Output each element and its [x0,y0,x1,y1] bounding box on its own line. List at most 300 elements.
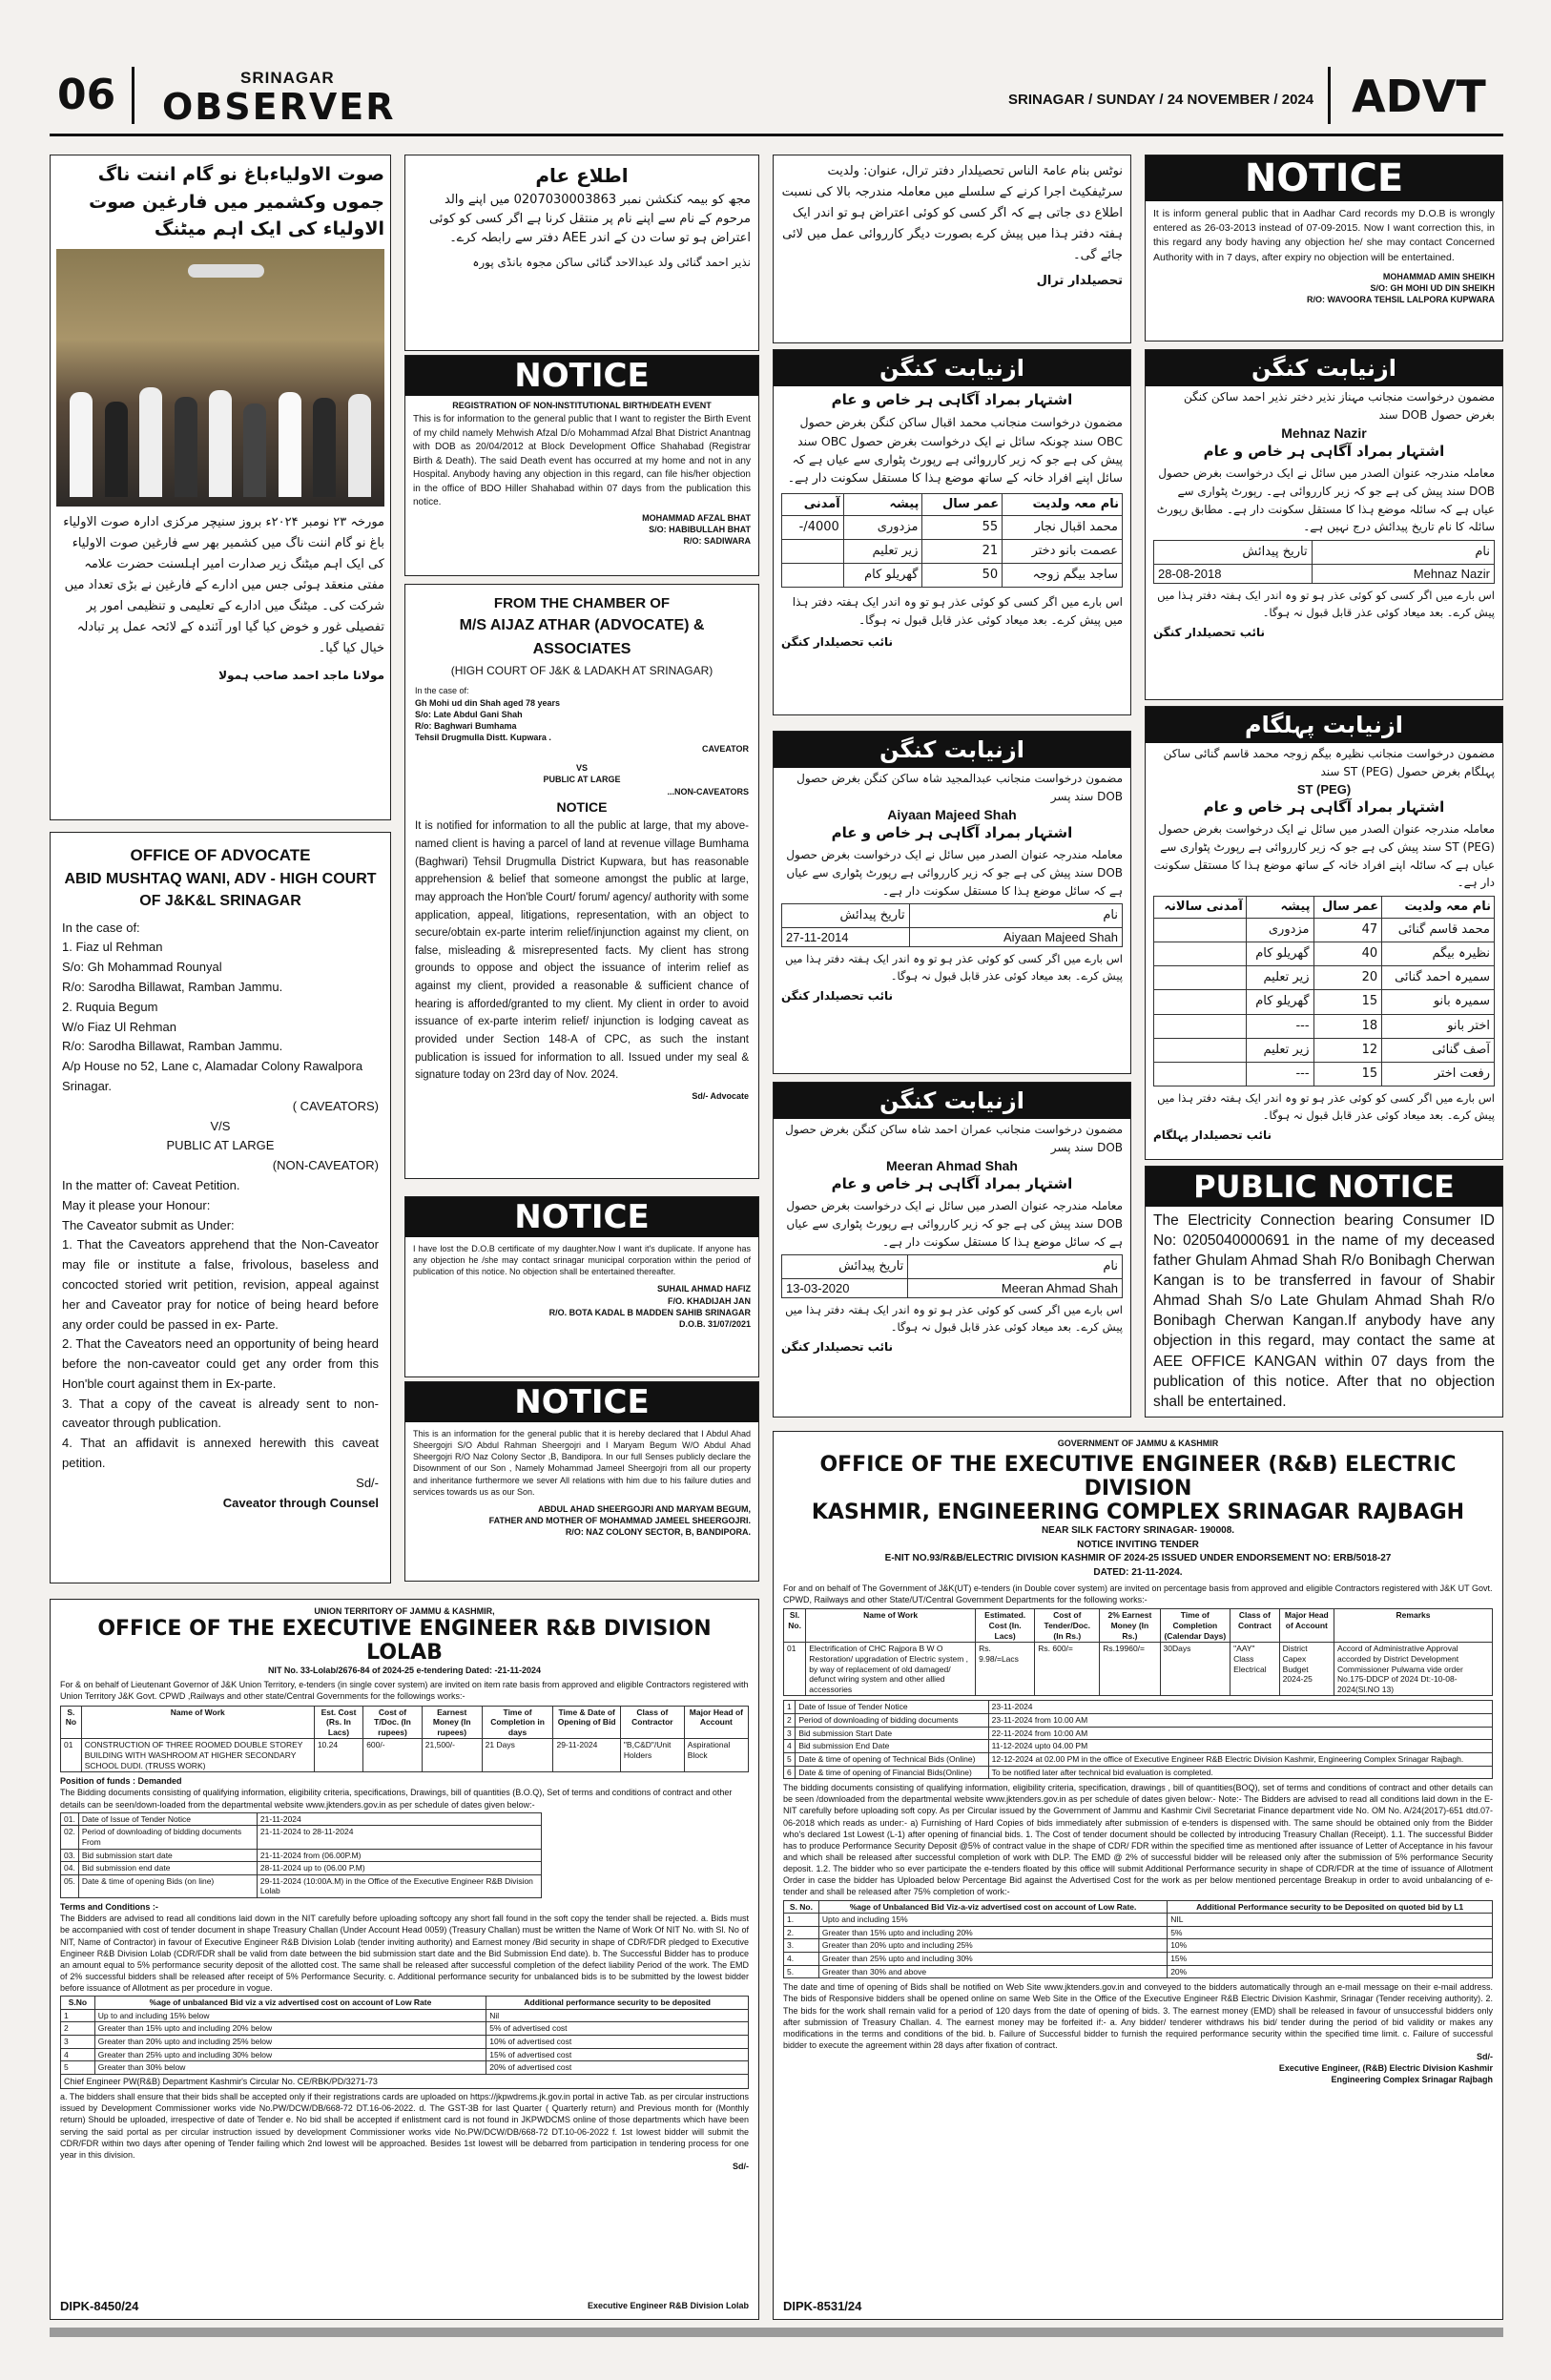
dob-value: 28-08-2018 [1154,564,1313,583]
table-cell [782,564,844,588]
table-cell: 55 [922,515,1003,539]
table-row [784,1740,1493,1753]
table-cell: گھریلو کام [843,564,922,588]
table-row [784,1727,1493,1740]
table-cell: 50 [922,564,1003,588]
table-row [1154,918,1495,942]
tender-title: OFFICE OF THE EXECUTIVE ENGINEER R&B DIVISION LOLAB [97,1617,712,1666]
notice-footer: اس بارے میں اگر کسی کو کوئی عذر ہو تو وہ اندر ایک ہفتہ دفتر ہذا میں پیش کرے۔ بعد میعاد کوئی عذر قابل قبول نہ ہوگا۔ [785,1303,1123,1335]
table-cell: Rs.19960/= [1100,1643,1160,1696]
table-cell: 2% Earnest Money (In Rs.) [1100,1609,1160,1643]
terms-title: Terms and Conditions :- [60,1902,158,1913]
table-row [784,1953,1493,1966]
table-row [61,1849,542,1862]
table-cell: Bid submission End Date [796,1740,988,1753]
table-cell: گھریلو کام [1246,990,1313,1014]
more-terms: a. The bidders shall ensure that their bids shall be accepted only if their registrations cards are uploaded on https://jkpwdrems.jk.gov.in portal in active Tab. as per circular instructions issued by Development Commissioner works vide No.PW/DCW/DB/668-72 DT.16-06-2022. d. The GST-3B for last Quarter ( Quarterly return) and Previous month for (Monthly return) Should be uploaded, irrespective of date of Tender e. No bid shall be accepted if enlistment card is not found in JKPWDCMS online of those departments which have been serving the said portal as per circular instruction issued by development Commissioner works vide No.PW/DCW/DB/668-72 DT.10-06-2022 f. 1st lowest bidder will submit the CDR/FDR within two days after opening of Tender failing which 2nd lowest will be approached. Besides 1st lowest will be debarred from participation in tendering process for one year in this division. [60,2092,749,2160]
table-cell: 15 [1313,990,1382,1014]
notice-title: ازنیابت کنگن [774,350,1130,386]
table-cell [1154,966,1247,990]
table-cell: 6 [784,1766,796,1779]
table-cell: مزدوری [843,515,922,539]
para-3: 3. That a copy of the caveat is already sent to non-caveator through publication. [62,1396,379,1431]
tender-body-2: The date and time of opening of Bids shall be notified on Web Site www.jktenders.gov.in and conveyed to the bidders automatically through an e-mail message on their e-mail address. The bids of Responsive bidders shall be opened online on same Web Site in the Office of the Executive Engineer R&B Electric Division Kashmir, Srinagar (Tender receiving authority). 2. The bids for the work shall remain valid for a period of 120 days from the date of opening of bids. 3. The earnest money (EMD) shall be released in favour of unsuccessful bidders only after submission of Treasury Challan. 4. The earnest money may be forfeited if:- a. Any bidder/ tenderer withdraws his bid/ tender during the period of bid validity or makes any modifications in the terms and conditions of the bid. b. Failure of Successful bidder to furnish the required performance security within the specified time limit. c. Failure of successful bidder to execute the agreement within 28 days after fixation of contract. [783,1982,1493,2051]
table-row [1154,966,1495,990]
table-cell: 21 [922,540,1003,564]
dates-table [60,1812,542,1898]
notice-sign: نذیر احمد گنائی ولد عبدالاحد گنائی ساکن مجوہ بانڈی پورہ [472,256,751,270]
signatory: Executive Engineer R&B Division Lolab [587,2300,749,2310]
table-row [784,1965,1493,1978]
notice-title: NOTICE [405,1382,758,1422]
table-cell: Cost of Tender/Doc. (In Rs.) [1035,1609,1100,1643]
table-cell: 11-12-2024 upto 04.00 PM [988,1740,1492,1753]
table-cell: Accord of Administrative Approval accorded by District Development Commissioner Pulwama vide order No.175-DDCP of 2024 Dt:-10-08-2024(Sl.NO 13) [1334,1643,1493,1696]
table-cell: --- [1246,1062,1313,1086]
sign-2: F/O. KHADIJAH JAN [667,1295,751,1306]
sign-4: D.O.B. 31/07/2021 [678,1318,751,1329]
table-cell: نام معہ ولدیت [1003,493,1123,515]
table-cell: Est. Cost (Rs. In Lacs) [314,1706,362,1739]
table-header-row [784,1609,1493,1643]
sign-2: FATHER AND MOTHER OF MOHAMMAD JAMEEL SHEERGOJRI. [488,1515,751,1525]
table-cell: 4 [784,1740,796,1753]
caveators-label: ( CAVEATORS) [292,1098,379,1113]
table-cell: 02. [61,1826,79,1849]
table-row [1154,942,1495,966]
table-cell: Rs. 9.98/=Lacs [976,1643,1035,1696]
table-cell: سمیرہ احمد گنائی [1382,966,1495,990]
dateline: SRINAGAR / SUNDAY / 24 NOVEMBER / 2024 [1008,92,1314,108]
party-line-1: Gh Mohi ud din Shah aged 78 years [415,697,561,708]
notice-body: It is inform general public that in Aadhar Card records my D.O.B is wrongly entered as 26-03-2013 instead of 07-09-2015. Now I want correction this, in this regard any body having any objection he/ she may contact Concerned Authority with in 7 days, after expiry no objection will be entertained. [1153,208,1495,263]
case-label: In the case of: [415,686,469,696]
certificate-type: ST (PEG) [1296,782,1352,797]
notice-title: اطلاع عام [535,164,629,187]
notice-subtitle: REGISTRATION OF NON-INSTITUTIONAL BIRTH/DEATH EVENT [452,401,712,410]
table-cell: 1. [784,1914,819,1927]
notice-body: مضمون درخواست منجانب محمد اقبال ساکن کنگن بغرض حصول OBC سند چونکہ سائل نے ایک درخواست بغرض حصول OBC سند پیش کی ہے جو کہ زیر کارروائی ہے رپورٹ پٹواری سے عیاں ہے کہ سائل اپنے افراد خانہ کے ساتھ موضع ہذا کا مستقل سکونت دار ہے۔ [787,415,1123,486]
table-cell: 4 [61,2048,95,2061]
news-photo [56,249,384,507]
table-row [61,1826,542,1849]
dipk-number: DIPK-8450/24 [60,2299,139,2313]
vs-label: V/S [210,1118,231,1133]
sign-1: SUHAIL AHMAD HAFIZ [657,1284,751,1294]
masthead-divider-right [1328,67,1331,124]
family-table [1153,896,1495,1087]
table-cell: عصمت بانو دختر [1003,540,1123,564]
table-cell: 20 [1313,966,1382,990]
nit-number: NIT No. 33-Lolab/2676-84 of 2024-25 e-tendering Dated: -21-11-2024 [267,1666,542,1676]
table-cell: Period of downloading of bidding documents From [78,1826,257,1849]
funds-position: Position of funds : Demanded [60,1776,182,1787]
table-row [61,1862,542,1875]
notice-subject: مضمون درخواست منجانب نظیرہ بیگم زوجہ محمد قاسم گنائی ساکن پہلگام بغرض حصول ST (PEG) سند [1163,747,1495,778]
table-cell: Greater than 20% upto and including 25% below [94,2036,486,2049]
table-cell: Name of Work [81,1706,314,1739]
table-cell: ساجد بیگم زوجہ [1003,564,1123,588]
dob-table [1153,540,1495,584]
naib-pahalgam-st-notice [1145,706,1503,1160]
table-cell: 15 [1313,1062,1382,1086]
notice-footer: اس بارے میں اگر کسی کو کوئی عذر ہو تو وہ اندر ایک ہفتہ دفتر ہذا میں پیش کرے۔ بعد میعاد کوئی عذر قابل قبول نہ ہوگا۔ [1157,1090,1495,1122]
table-cell: Greater than 25% upto and including 30% below [94,2048,486,2061]
table-cell: گھریلو کام [1246,942,1313,966]
col-name: نام [908,1255,1123,1279]
party2: 2. Ruquia Begum [62,999,158,1014]
table-row [784,1701,1493,1714]
urdu-tehsildar-notice [773,155,1131,343]
notice-body: نوٹس بنام عامۃ الناس تحصیلدار دفتر ترال، عنوان: ولدیت سرٹیفکیٹ اجرا کرنے کے سلسلے میں معاملہ مندرجہ بالا کی نسبت اطلاع دی جاتی ہے کہ اگر کسی کو کوئی اعتراض ہو تو اندر ایک ہفتہ دفتر ہذا میں پیش کرے بصورت دیگر کارروائی عمل میں لائی جائے گی۔ [781,164,1123,263]
table-cell: 21-11-2024 from (06.00P.M) [257,1849,541,1862]
table-cell: زیر تعلیم [1246,1038,1313,1062]
table-cell: Period of downloading of bidding documents [796,1714,988,1728]
table-cell: 01 [61,1739,82,1772]
table-cell [1154,990,1247,1014]
notice-sign: نائب تحصیلدار کنگن [781,634,893,649]
para-2: 2. That the Caveators need an opportunity of being heard before the non-caveator could get any order from this Hon'ble court against them in Ex-parte. [62,1336,379,1391]
work-table [783,1608,1493,1696]
notice-registration [404,355,759,576]
notice-title: ازنیابت کنگن [774,1083,1130,1119]
notice-subject: مضمون درخواست منجانب مہناز نذیر دختر نذیر احمد ساکن کنگن بغرض حصول DOB سند [1184,390,1495,422]
table-cell: Bid submission start date [78,1849,257,1862]
sign-2: S/O: GH MOHI UD DIN SHEIKH [1370,283,1495,294]
submit: The Caveator submit as Under: [62,1217,235,1232]
notice-footer: اس بارے میں اگر کسی کو کوئی عذر ہو تو وہ اندر ایک ہفتہ دفتر ہذا میں پیش کرے۔ بعد میعاد کوئی عذر قابل قبول نہ ہوگا۔ [785,952,1123,983]
notice-heading: اشتہار بمراد آگاہی ہر خاص و عام [1203,443,1445,461]
name-value: Aiyaan Majeed Shah [909,928,1122,947]
news-body: مورخہ ۲۳ نومبر ۲۰۲۴ء بروز سنیچر مرکزی ادارہ صوت الاولیاء باغ نو گام اننت ناگ میں کشمیر بھر سے فارغین صوت الاولیاء کی ایک اہم میٹنگ زیر صدارت امیر اہلسنت حضرت علامہ مفتی منعقد ہوئی جس میں ادارے کے فارغین نے بڑی تعداد میں شرکت کی۔ میٹنگ میں ادارے کے تعلیمی و تنظیمی امور پر تفصیلی غور و خوض کیا گیا اور آئندہ کے لائحہ عمل پر تبادلہ خیال کیا گیا۔ [63,514,384,656]
table-cell: District Capex Budget 2024-25 [1279,1643,1334,1696]
table-header-row [782,493,1123,515]
non-caveators-label: ...NON-CAVEATORS [667,786,749,797]
table-cell: Cost of T/Doc. (In rupees) [363,1706,423,1739]
table-cell: Class of Contractor [620,1706,684,1739]
table-cell: رفعت اختر [1382,1062,1495,1086]
table-cell: نظیرہ بیگم [1382,942,1495,966]
applicant-name: Mehnaz Nazir [1281,425,1367,442]
table-row [1154,1038,1495,1062]
table-cell: 3 [61,2036,95,2049]
table-cell: 23-11-2024 from 10.00 AM [988,1714,1492,1728]
table-cell: زیر تعلیم [1246,966,1313,990]
notice-body: I have lost the D.O.B certificate of my daughter.Now I want it's duplicate. If anyone has any objection he /she may contact srinagar municipal corporation within the period of publication of this notice. No objection shall be entertained thereafter. [413,1244,751,1277]
table-cell: آمدنی [782,493,844,515]
table-cell: مزدوری [1246,918,1313,942]
public-label: PUBLIC AT LARGE [166,1138,275,1153]
tender-title-1: OFFICE OF THE EXECUTIVE ENGINEER (R&B) ELECTRIC DIVISION [819,1453,1457,1501]
table-cell: 10% [1168,1939,1493,1953]
bid-docs: The Bidding documents consisting of qualifying information, eligibility criteria, specifications, Drawings, bill of quantities (B.O.Q), Set of terms and conditions of contract and other details can be seen/down-loaded from the departmental website www.jktenders.gov.in as per schedule of dates given below:- [60,1788,733,1810]
notice-lost-dob [404,1196,759,1377]
table-cell: Nil [486,2009,749,2022]
tender-body-1: The bidding documents consisting of qualifying information, eligibility criteria, specification, drawings , bill of quantities(BOQ), set of terms and conditions of contract and other details can be seen /downloaded from the departmental website www.jktenders.gov.in as per schedule of dates given below:- Note:- The Bidders are advised to read all conditions laid down in the E-NIT carefully before uploading soft copy. As per Circular issued by the Government of Jammu and Kashmir Civil Secretariat Finance department vide No. OM No. A/24(2017)-651 dtd.07-06-2018 which reads as under:- a) Furnishing of Hard Copies of bids immediately after submission of e-tenders is dispensed with. The same should be obtained only from the Bidder who's declared 1st Lowest (L-1) after opening of financial bids. 1. The Cost of tender document should be collected by introducing Treasury Challan (Receipt). 1.1. The successful Bidder has to produce Performance Security Deposit @5% of contract value in the shape of CDR/ FDR within the specified time as mentioned after issuance of Letter of Acceptance in his favour and which shall be released after successful completion of work with DLP. The EMD @ 2% of successful bidder will be released only after the submission of 5% performance Security deposit. 1.2. The bidder who so ever participate the e-tenders floated by this office will submit Additional Performance security in shape of CDR/FDR at the time of issuance of Allotment Order in case the bidder has Uploaded below Percentage Bid against the Advertised Cost for the work as per below mentioned percentage Breakup in order to avoid unbalancing of e-tender and shall be released after 75% completion of work:- [783,1783,1493,1897]
table-cell: %age of unbalanced Bid viz a viz advertised cost on account of Low Rate [94,1997,486,2010]
public-label: PUBLIC AT LARGE [543,775,621,785]
naib-kangan-dob-aiyaan [773,731,1131,1074]
notice-title: ازنیابت کنگن [774,732,1130,768]
sd-label: Sd/- [1477,2052,1493,2062]
ut-label: UNION TERRITORY OF JAMMU & KASHMIR, [314,1606,495,1616]
sign-1: MOHAMMAD AFZAL BHAT [642,512,751,523]
dates-table [783,1700,1493,1779]
table-header-row [784,1900,1493,1914]
table-cell: 47 [1313,918,1382,942]
party-line-2: S/o: Late Abdul Gani Shah [415,709,523,719]
notice-heading: اشتہار بمراد آگاہی ہر خاص و عام [1203,798,1445,817]
table-cell: "AAY" Class Electrical [1230,1643,1280,1696]
table-cell [782,540,844,564]
table-cell: عمر سال [1313,896,1382,918]
table-cell: محمد اقبال نجار [1003,515,1123,539]
para-1: 1. That the Caveators apprehend that the Non-Caveator may file or institute a false, frivolous, baseless and concocted storied writ petition, revision, appeal against her and Caveator pray for notice of being heard before any order could be passed in ex- Parte. [62,1237,379,1332]
table-row [61,2036,749,2049]
table-cell: 5 [61,2061,95,2075]
security-table [783,1900,1493,1979]
col-dob: تاریخ پیدائش [782,904,910,928]
notice-title: PUBLIC NOTICE [1146,1167,1502,1207]
table-cell: Additional Performance security to be Deposited on quoted bid by L1 [1168,1900,1493,1914]
col-dob: تاریخ پیدائش [782,1255,908,1279]
notice-body: معاملہ مندرجہ عنوان الصدر میں سائل نے ایک درخواست بغرض حصول DOB سند پیش کی ہے جو کہ زیر کارروائی ہے رپورٹ پٹواری سے عیاں ہے کہ سائل موضع ہذا کا مستقل سکونت دار ہے۔ [786,848,1123,898]
page-number: 06 [57,71,116,119]
table-cell: 01 [784,1643,806,1696]
table-cell: سمیرہ بانو [1382,990,1495,1014]
table-cell: 15% of advertised cost [486,2048,749,2061]
notice-body: معاملہ مندرجہ عنوان الصدر میں سائل نے ایک درخواست بغرض حصول DOB سند پیش کی ہے جو کہ زیر کارروائی ہے رپورٹ پٹواری سے عیاں ہے کہ سائل موضع ہذا کا مستقل سکونت دار ہے۔ [786,1199,1123,1249]
case-intro: In the case of: [62,920,140,935]
footer-rule [50,2328,1503,2337]
notice-aadhar-correction [1145,155,1503,341]
header-rule [50,134,1503,136]
table-cell: Aspirational Block [684,1739,748,1772]
table-row [784,1643,1493,1696]
tender-rb-lolab [50,1599,759,2320]
table-cell: آمدنی سالانہ [1154,896,1247,918]
advocate-office-title: OFFICE OF ADVOCATE [130,846,311,864]
table-row [61,2061,749,2075]
notice-sign: نائب تحصیلدار کنگن [1153,625,1265,639]
masthead-divider [132,67,134,124]
chamber-caveat-notice [404,584,759,1179]
table-row [782,515,1123,539]
paper-name: OBSERVER [162,86,396,128]
notice-body: This is for information to the general public that I want to register the Birth Event of my child namely Mehwish Afzal D/o Mohammad Afzal Bhat District Anantnag with DOB as 20/04/2012 at Block Development Office Shahabad (Registrar Birth & Death). The said Death event has occurred at my home and not in any Hospital. Anybody having any objection in this regard, can file his/her objection in the office of BDO Hiller Shahabad within 07 days from the publication this notice. [413,414,751,508]
non-caveator-label: (NON-CAVEATOR) [272,1158,379,1173]
table-cell: 40 [1313,942,1382,966]
table-cell: 600/- [363,1739,423,1772]
table-cell: Remarks [1334,1609,1493,1643]
table-cell: 2 [61,2022,95,2036]
table-cell: %age of Unbalanced Bid Viz-a-viz advertised cost on account of Low Rate. [818,1900,1167,1914]
applicant-name: Meeran Ahmad Shah [886,1158,1018,1174]
dipk-number: DIPK-8531/24 [783,2299,862,2313]
caveator-label: CAVEATOR [701,744,749,755]
table-cell: Major Head of Account [1279,1609,1334,1643]
notice-body: The Electricity Connection bearing Consumer ID No: 0205040000691 in the name of my deceased father Ghulam Ahmad Shah R/o Bonibagh Cherwan Kangan is to be transferred in favour of Shabir Ahmad Shah S/o Late Ghulam Ahmad Shah R/o Bonibagh Cherwan Kangan.If anybody have any objection in this regard, may contact the same at AEE OFFICE KANGAN within 07 days from the publication of this notice. After that no objection shall be entertained. [1153,1212,1495,1410]
notice-label: NOTICE INVITING TENDER [1077,1539,1199,1550]
table-cell: 20% [1168,1965,1493,1978]
from-chamber: FROM THE CHAMBER OF [493,595,671,611]
vs-label: VS [575,763,588,774]
table-row [784,1939,1493,1953]
table-cell: محمد قاسم گنائی [1382,918,1495,942]
table-cell: Greater than 25% upto and including 30% [818,1953,1167,1966]
naib-kangan-dob-meeran [773,1082,1131,1418]
table-cell: 30Days [1160,1643,1230,1696]
table-cell: Rs. 600/= [1035,1643,1100,1696]
tender-intro: For and on behalf of The Government of J&K(UT) e-tenders (in Double cover system) are invited on percentage basis from approved and eligible Contractors registered with J&K UT Govt. CPWD, Railways and other State/UT/Central Government Departments for the following works:- [783,1583,1493,1605]
table-cell: NIL [1168,1914,1493,1927]
notice-title: ازنیابت پہلگام [1146,707,1502,743]
table-header-row [61,1997,749,2010]
tender-address: NEAR SILK FACTORY SRINAGAR- 190008. [1041,1525,1235,1537]
notice-sign: نائب تحصیلدار پہلگام [1153,1128,1272,1142]
table-cell: 23-11-2024 [988,1701,1492,1714]
notice-body: It is notified for information to all the public at large, that my above-named client is having a parcel of land at revenue village Bumhama (Baghwari) Tehsil Drugmulla District Kupwara, but has reasonable apprehension & belief that someone amongst the public at large, may approach the Hon'ble Court/ forum/ agency/ authority with some application, appeal, litigations, representation, with an object to secure/obtain ex-parte interim relief/injunction against my client, on false, misleading & misrepresented facts. My client has strong grounds to oppose and object the issuance of interim relief as against my client, provided a reasonable & sufficient chance of hearing is afforded/granted to my client. My client in order to avoid issuance of ex-parte interim relief/ injunction is lodging caveat as provided under Section 148-A of CPC, as such the instant publication is issued for information to all. Issued under my seal & signature today on 23rd day of Nov. 2024. [415,820,749,1082]
table-cell: S.No [61,1997,95,2010]
table-cell: 29-11-2024 (10:00A.M) in the Office of the Executive Engineer R&B Division Lolab [257,1874,541,1897]
table-cell: 12-12-2024 at 02.00 PM in the office of Executive Engineer R&B Electric Division Kashmir, Engineering Complex Srinagar Rajbagh. [988,1752,1492,1766]
urdu-news-article [50,155,391,820]
col-name: نام [1312,540,1494,564]
table-row [61,2009,749,2022]
table-cell: 4000/- [782,515,844,539]
table-cell: 22-11-2024 from 10:00 AM [988,1727,1492,1740]
table-cell: --- [1246,1014,1313,1038]
family-table [781,493,1123,589]
para-4: 4. That an affidavit is annexed herewith this caveat petition. [62,1436,379,1471]
table-cell: 10.24 [314,1739,362,1772]
naib-kangan-dob-mehnaz [1145,349,1503,700]
notice-heading: اشتہار بمراد آگاہی ہر خاص و عام [831,391,1073,408]
party2-ap: A/p House no 52, Lane c, Alamadar Colony Rawalpora Srinagar. [62,1059,363,1093]
table-cell: Class of Contract [1230,1609,1280,1643]
table-row [782,540,1123,564]
notice-subject: مضمون درخواست منجانب عمران احمد شاہ ساکن کنگن بغرض حصول DOB سند پسر [785,1123,1123,1154]
dob-table [781,903,1123,947]
table-cell: 03. [61,1849,79,1862]
table-cell: 4. [784,1953,819,1966]
table-cell: Electrification of CHC Rajpora B W O Restoration/ upgradation of Electric system , by way of replacement of old damaged/ defunct wiring system and other allied accessories [806,1643,976,1696]
table-cell: پیشہ [843,493,922,515]
paper-top: SRINAGAR [240,69,335,87]
table-cell: زیر تعلیم [843,540,922,564]
notice-body: معاملہ مندرجہ عنوان الصدر میں سائل نے ایک درخواست بغرض حصول DOB سند پیش کی ہے جو کہ زیر کارروائی ہے۔ رپورٹ پٹواری سے عیاں ہے کہ سائلہ موضع ہذا کا مستقل سکونت دار ہے۔ مطابق رپورٹ سائلہ کا نام تاریخ پیدائش درج نہیں ہے۔ [1156,466,1495,534]
notice-body: This is an information for the general public that it is hereby declared that I Abdul Ahad Sheergojri S/O Abdul Rahman Sheergojri and I Maryam Begum W/O Abdul Ahad Sheergojri R/O Naz Colony Sector ,B, Bandipora. In our full Senses publicly declare the Disownment of our Son , Namely Mohammad Jameel Sheergojri from all our property and inheritance furthermore we sever All relations with him due to his failure duties and services towards us as our Son. [413,1429,751,1497]
col-name: نام [909,904,1122,928]
table-cell: 12 [1313,1038,1382,1062]
dated: DATED: 21-11-2024. [1093,1566,1183,1578]
table-cell [1154,1062,1247,1086]
table-cell: Up to and including 15% below [94,2009,486,2022]
table-cell: 01. [61,1812,79,1826]
table-cell: Upto and including 15% [818,1914,1167,1927]
table-cell: Name of Work [806,1609,976,1643]
table-cell: Sl. No. [784,1609,806,1643]
table-cell: 04. [61,1862,79,1875]
naib-kangan-obc-notice [773,349,1131,715]
table-cell: 5. [784,1965,819,1978]
table-cell: 3 [784,1727,796,1740]
table-cell: 10% of advertised cost [486,2036,749,2049]
table-cell: 2 [784,1714,796,1728]
advocate-sign: Sd/- Advocate [692,1090,749,1101]
table-cell: Greater than 20% upto and including 25% [818,1939,1167,1953]
table-cell: Earnest Money (In rupees) [422,1706,482,1739]
notice-heading: اشتہار بمراد آگاہی ہر خاص و عام [831,1175,1073,1193]
public-notice-electricity [1145,1166,1503,1418]
table-cell: 5% of advertised cost [486,2022,749,2036]
table-row [784,1926,1493,1939]
notice-sign: نائب تحصیلدار کنگن [781,1339,893,1354]
sign-3: R/O: NAZ COLONY SECTOR, B, BANDIPORA. [565,1527,751,1538]
sign-3: R/O. BOTA KADAL B MADDEN SAHIB SRINAGAR [548,1307,751,1317]
gov-label: GOVERNMENT OF JAMMU & KASHMIR [1057,1438,1219,1448]
tender-intro: For & on behalf of Lieutenant Governor of J&K Union Territory, e-tenders (in single cover system) are invited on item rate basis from approved and eligible Contractors registered with Union Territory J&K Govt. CPWD ,Railways and other state/Central Governments for the followings works:- [60,1680,749,1702]
table-row [782,564,1123,588]
notice-heading: NOTICE [556,798,608,815]
table-header-row [61,1706,749,1739]
name-value: Mehnaz Nazir [1312,564,1494,583]
security-table [60,1996,749,2075]
table-cell [1154,1038,1247,1062]
table-cell: Greater than 30% below [94,2061,486,2075]
enit-number: E-NIT NO.93/R&B/ELECTRIC DIVISION KASHMIR OF 2024-25 ISSUED UNDER ENDORSEMENT NO: ERB/5018-27 [884,1553,1392,1564]
table-cell: پیشہ [1246,896,1313,918]
tender-rb-electric [773,1431,1503,2320]
advocate-name: ABID MUSHTAQ WANI, ADV - HIGH COURT OF J&K&L SRINAGAR [64,871,377,910]
table-row [61,1739,749,1772]
table-cell: Date & time of opening Bids (on line) [78,1874,257,1897]
table-row [784,1914,1493,1927]
notice-subject: مضمون درخواست منجانب عبدالمجید شاہ ساکن کنگن بغرض حصول DOB سند پسر [796,772,1123,803]
party-line-3: R/o: Baghwari Bumhama [415,720,517,731]
table-cell: Greater than 15% upto and including 20% [818,1926,1167,1939]
table-cell [1154,1014,1247,1038]
table-cell: 20% of advertised cost [486,2061,749,2075]
firm-name: M/S AIJAZ ATHAR (ADVOCATE) & ASSOCIATES [459,617,705,658]
table-cell: Additional performance security to be deposited [486,1997,749,2010]
name-value: Meeran Ahmad Shah [908,1279,1123,1298]
sd-label: Sd/- [733,2161,749,2171]
may-please: May it please your Honour: [62,1197,211,1212]
table-cell: Time & Date of Opening of Bid [553,1706,620,1739]
sign-1: ABDUL AHAD SHEERGOJRI AND MARYAM BEGUM, [537,1503,751,1514]
table-cell: 21 Days [482,1739,553,1772]
dob-value: 13-03-2020 [782,1279,908,1298]
table-row [784,1766,1493,1779]
table-cell: S. No. [784,1900,819,1914]
court-name: (HIGH COURT OF J&K & LADAKH AT SRINAGAR) [450,663,713,677]
col-dob: تاریخ پیدائش [1154,540,1313,564]
table-cell: 18 [1313,1014,1382,1038]
table-cell: S. No [61,1706,82,1739]
table-cell: 2. [784,1926,819,1939]
table-cell: 29-11-2024 [553,1739,620,1772]
sign-2: S/O: HABIBULLAH BHAT [649,524,751,534]
notice-sign: نائب تحصیلدار کنگن [781,988,893,1003]
signatory-2: Engineering Complex Srinagar Rajbagh [1331,2075,1493,2085]
notice-disownment [404,1381,759,1582]
table-cell: نام معہ ولدیت [1382,896,1495,918]
table-cell: Date of Issue of Tender Notice [78,1812,257,1826]
table-row [784,1714,1493,1728]
applicant-name: Aiyaan Majeed Shah [887,807,1017,823]
table-cell: 05. [61,1874,79,1897]
